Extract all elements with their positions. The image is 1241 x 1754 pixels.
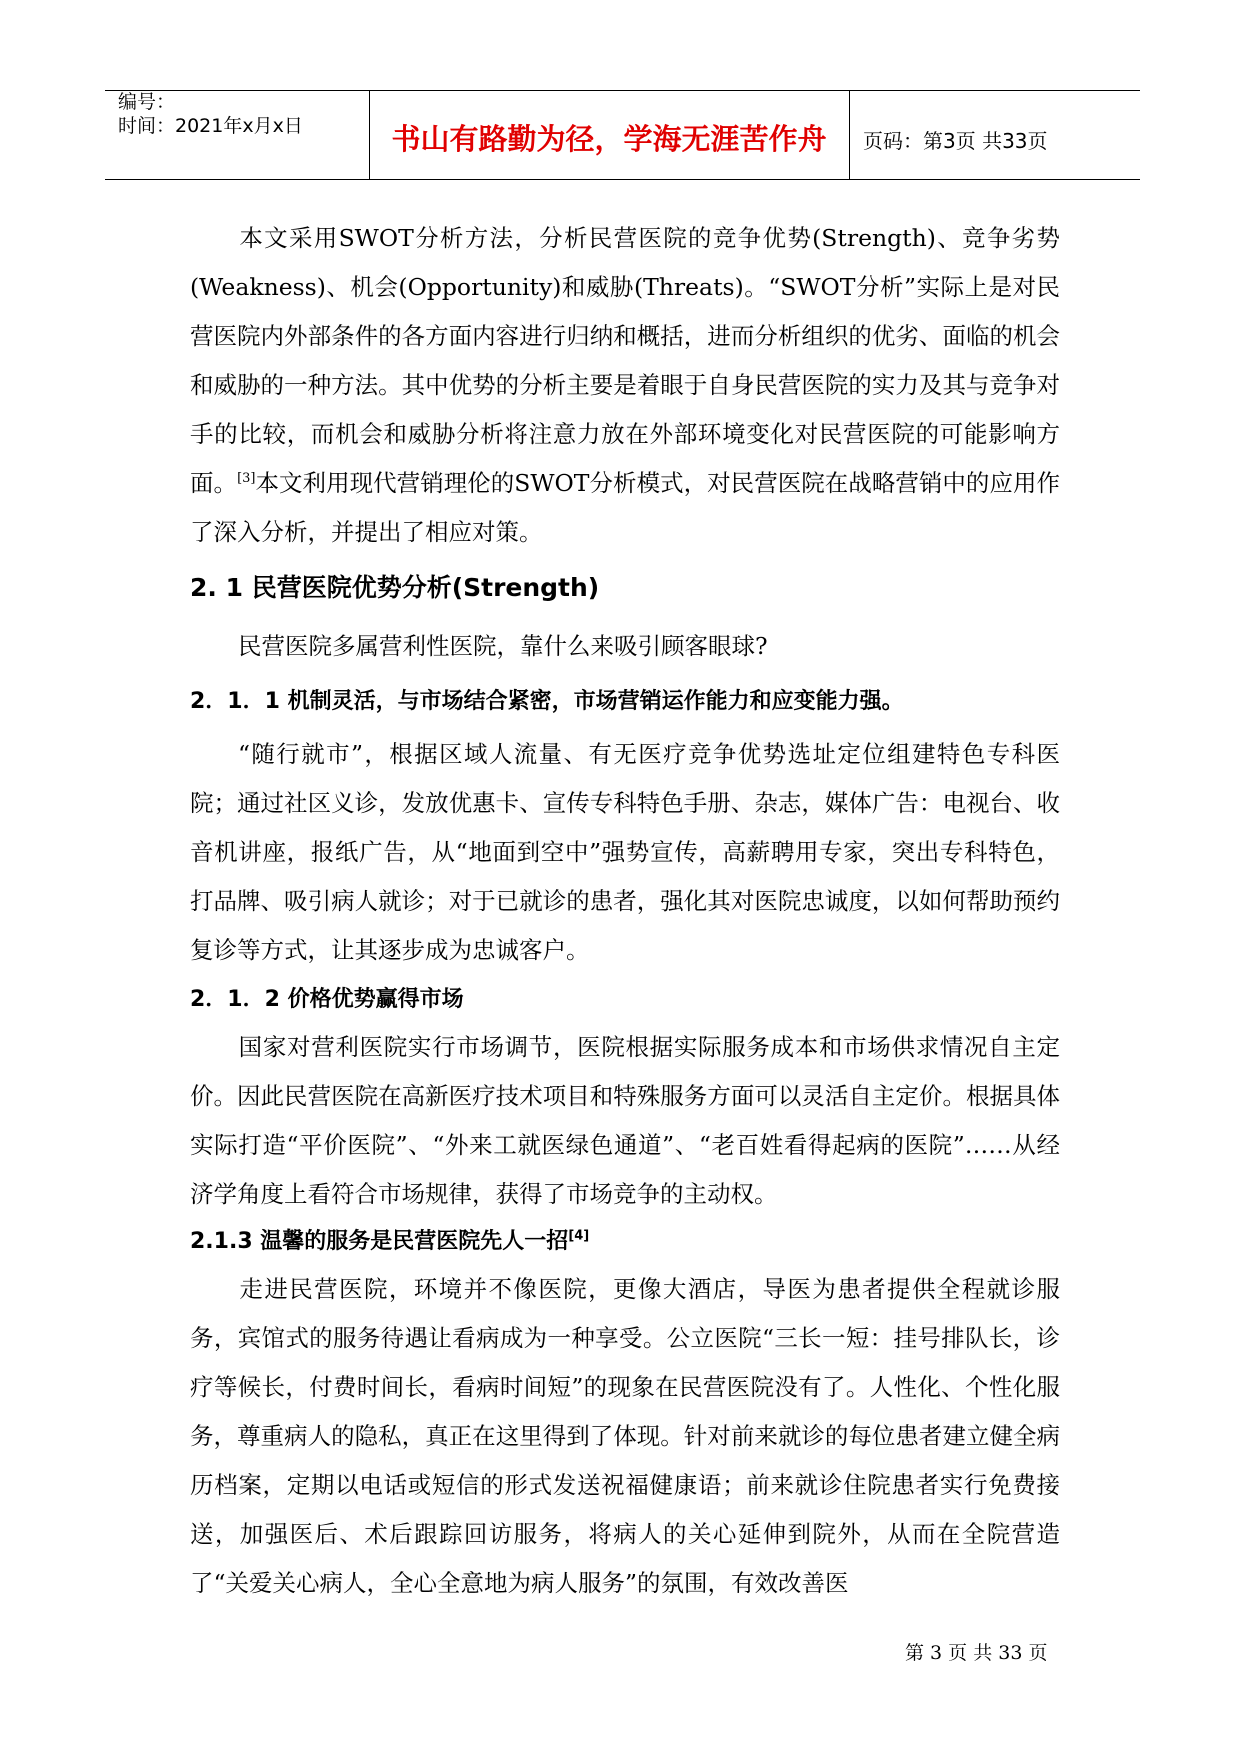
header-page-code: 页码：第3页 共33页 bbox=[863, 129, 1048, 153]
header-meta-cell bbox=[105, 91, 370, 179]
header-motto-cell bbox=[369, 91, 850, 179]
header-page-cell bbox=[849, 91, 1140, 179]
document-time-label: 时间：2021年x月x日 bbox=[118, 115, 303, 137]
intro-text: 本文采用SWOT分析方法，分析民营医院的竞争优势(Strength)、竞争劣势(Weakness)、机会(Opportunity)和威胁(Threats)。“SWOT分析”实际上是对民营医院内外部条件的各方面内容进行归纳和概括，进而分析组织的优劣、面临的机会和威胁的一种方法。其中优势的分析主要是着眼于自身民营医院的实力及其与竞争对手的比较，而机会和威胁分析将注意力放在外部环境变化对民营医院的可能影响方面。 bbox=[190, 224, 1060, 497]
section-2-1-text: 民营医院多属营利性医院，靠什么来吸引顾客眼球? bbox=[238, 632, 768, 660]
page-footer: 第 3 页 共 33 页 bbox=[905, 1642, 1048, 1664]
section-heading-2-1: 2. 1 民营医院优势分析(Strength) bbox=[190, 573, 600, 602]
page-header bbox=[105, 90, 1140, 180]
section-2-1-3-paragraph bbox=[190, 1265, 1060, 1608]
document-number-label: 编号： bbox=[118, 91, 176, 113]
intro-paragraph bbox=[190, 214, 1060, 557]
section-2-1-2-paragraph bbox=[190, 1023, 1060, 1219]
section-heading-2-1-2: 2．1．2 价格优势赢得市场 bbox=[190, 987, 464, 1012]
section-2-1-1-paragraph bbox=[190, 730, 1060, 975]
section-2-1-3-text: 走进民营医院，环境并不像医院，更像大酒店，导医为患者提供全程就诊服务，宾馆式的服务待遇让看病成为一种享受。公立医院“三长一短：挂号排队长，诊疗等候长，付费时间长，看病时间短”的现象在民营医院没有了。人性化、个性化服务，尊重病人的隐私，真正在这里得到了体现。针对前来就诊的每位患者建立健全病历档案，定期以电话或短信的形式发送祝福健康语；前来就诊住院患者实行免费接送，加强医后、术后跟踪回访服务，将病人的关心延伸到院外，从而在全院营造了“关爱关心病人，全心全意地为病人服务”的氛围，有效改善医 bbox=[190, 1275, 1060, 1597]
section-heading-2-1-1: 2．1．1 机制灵活，与市场结合紧密，市场营销运作能力和应变能力强。 bbox=[190, 689, 904, 714]
section-2-1-1-text: “随行就市”，根据区域人流量、有无医疗竞争优势选址定位组建特色专科医院；通过社区义诊，发放优惠卡、宣传专科特色手册、杂志，媒体广告：电视台、收音机讲座，报纸广告，从“地面到空中”强势宣传，高薪聘用专家，突出专科特色，打品牌、吸引病人就诊；对于已就诊的患者，强化其对医院忠诚度，以如何帮助预约复诊等方式，让其逐步成为忠诚客户。 bbox=[190, 740, 1060, 964]
section-2-1-paragraph bbox=[190, 622, 1060, 671]
intro-tail-text: 本文利用现代营销理伦的SWOT分析模式，对民营医院在战略营销中的应用作了深入分析，并提出了相应对策。 bbox=[190, 469, 1061, 546]
intro-citation: [3] bbox=[237, 471, 256, 487]
section-heading-2-1-3-citation: [4] bbox=[568, 1228, 590, 1244]
header-motto: 书山有路勤为径，学海无涯苦作舟 bbox=[391, 122, 827, 156]
section-heading-2-1-3-text: 2.1.3 温馨的服务是民营医院先人一招 bbox=[190, 1229, 569, 1254]
section-heading-2-1-3 bbox=[190, 1224, 589, 1255]
section-2-1-2-text: 国家对营利医院实行市场调节，医院根据实际服务成本和市场供求情况自主定价。因此民营医院在高新医疗技术项目和特殊服务方面可以灵活自主定价。根据具体实际打造“平价医院”、“外来工就医绿色通道”、“老百姓看得起病的医院”……从经济学角度上看符合市场规律，获得了市场竞争的主动权。 bbox=[190, 1033, 1060, 1208]
